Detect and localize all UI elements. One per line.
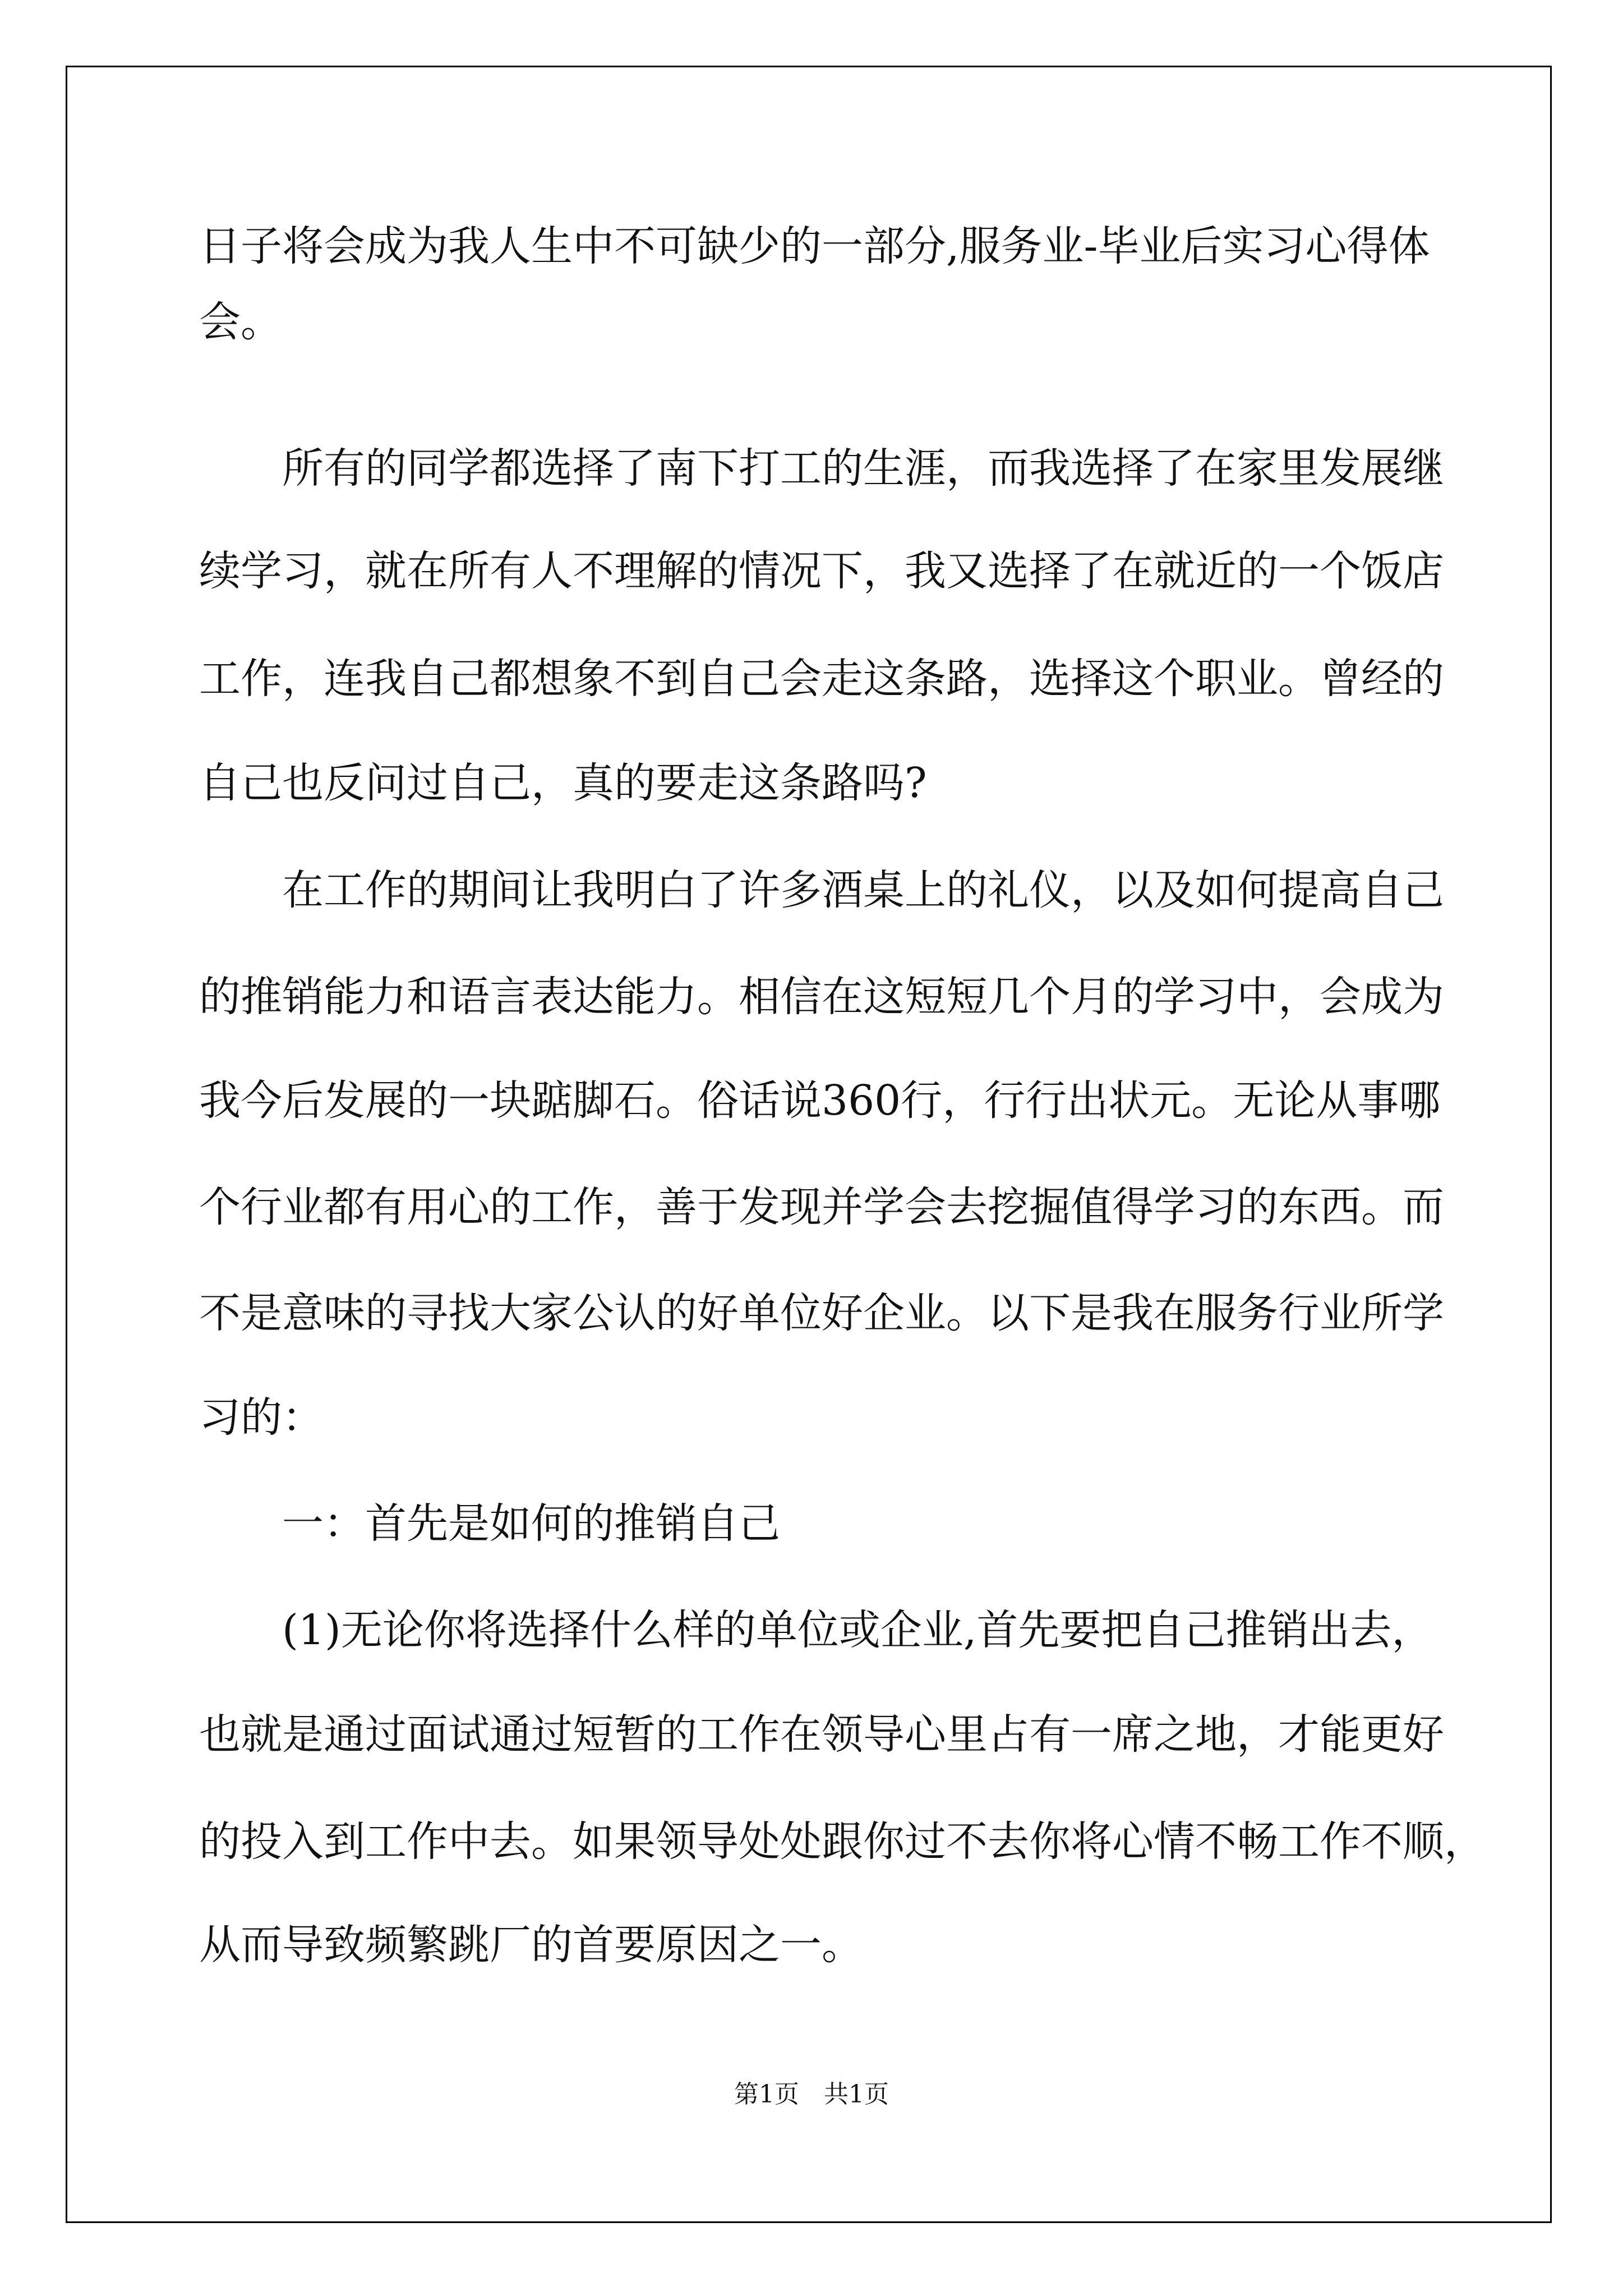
document-line: 所有的同学都选择了南下打工的生涯，而我选择了在家里发展继 bbox=[199, 444, 1444, 493]
document-line: 工作，连我自己都想象不到自己会走这条路，选择这个职业。曾经的 bbox=[199, 655, 1444, 703]
document-line: 从而导致频繁跳厂的首要原因之一。 bbox=[199, 1921, 863, 1969]
document-line: 的投入到工作中去。如果领导处处跟你过不去你将心情不畅工作不顺， bbox=[199, 1818, 1486, 1866]
document-line: 日子将会成为我人生中不可缺少的一部分,服务业-毕业后实习心得体 bbox=[199, 222, 1430, 270]
page-border bbox=[66, 66, 1552, 2223]
document-line: 自己也反问过自己，真的要走这条路吗? bbox=[199, 759, 927, 807]
document-line: 续学习，就在所有人不理解的情况下，我又选择了在就近的一个饭店 bbox=[199, 547, 1444, 595]
document-line: 不是意味的寻找大家公认的好单位好企业。以下是我在服务行业所学 bbox=[199, 1289, 1444, 1337]
page-footer: 第1页 共1页 bbox=[734, 2080, 889, 2109]
document-line: 在工作的期间让我明白了许多酒桌上的礼仪，以及如何提高自己 bbox=[199, 866, 1444, 914]
document-line: 也就是通过面试通过短暂的工作在领导心里占有一席之地，才能更好 bbox=[199, 1710, 1444, 1759]
document-line: 习的： bbox=[199, 1393, 324, 1442]
document-line: 个行业都有用心的工作，善于发现并学会去挖掘值得学习的东西。而 bbox=[199, 1183, 1444, 1231]
document-line: 的推销能力和语言表达能力。相信在这短短几个月的学习中，会成为 bbox=[199, 973, 1444, 1021]
document-line: 会。 bbox=[199, 298, 282, 346]
document-line: (1)无论你将选择什么样的单位或企业,首先要把自己推销出去， bbox=[199, 1606, 1433, 1654]
document-line: 我今后发展的一块踮脚石。俗话说360行，行行出状元。无论从事哪 bbox=[199, 1076, 1441, 1125]
section-heading: 一：首先是如何的推销自己 bbox=[199, 1499, 780, 1548]
